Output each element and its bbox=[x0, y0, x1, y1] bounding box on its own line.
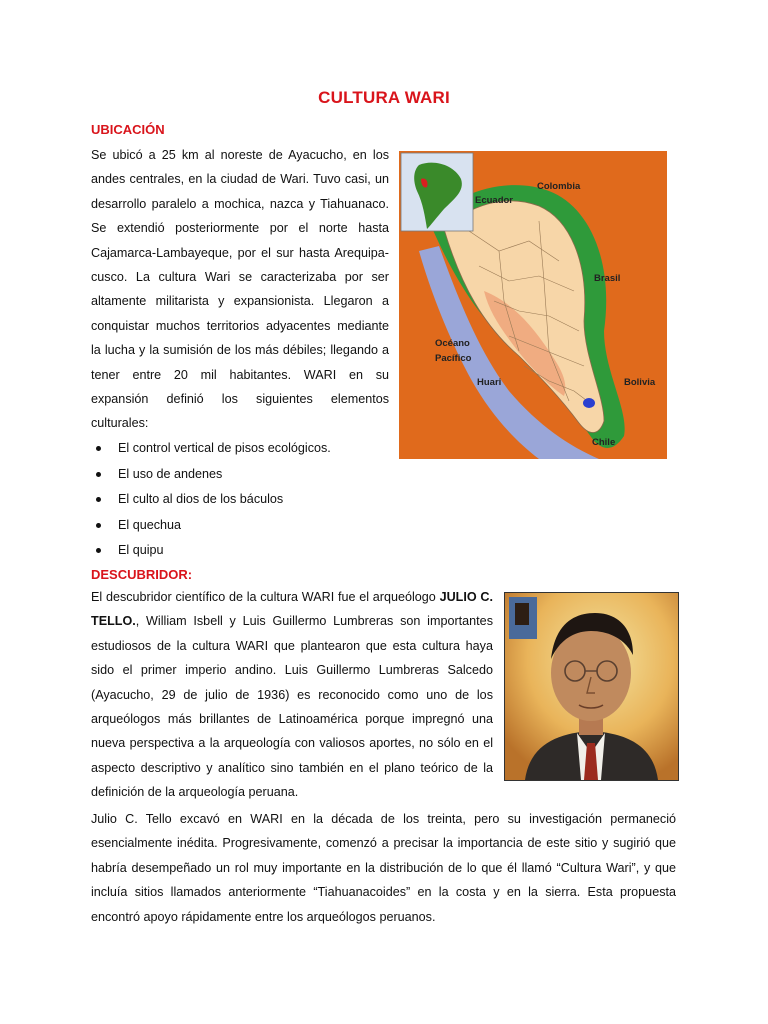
paragraph-line: encontró apoyo rápidamente entre los arqueólogos peruanos. bbox=[91, 909, 436, 924]
paragraph-line: cusco. La cultura Wari se caracterizaba por ser bbox=[91, 269, 389, 284]
paragraph-line: aspecto descriptivo y analítico sino también en el plano teórico de la bbox=[91, 760, 493, 775]
discoverer-name: TELLO. bbox=[91, 614, 136, 629]
list-item bbox=[91, 436, 331, 462]
paragraph-line: esencialmente inédita. Progresivamente, comenzó a precisar la importancia de este sitio y sugirió que bbox=[91, 836, 676, 851]
bullet-icon bbox=[96, 472, 101, 477]
paragraph-line: altamente militarista y expansionista. Llegaron a bbox=[91, 294, 389, 309]
paragraph-line: conquistar muchos territorios adyacentes mediante bbox=[91, 318, 389, 333]
section-heading-descubridor: DESCUBRIDOR: bbox=[91, 567, 193, 582]
paragraph-line: estudiosos de la cultura WARI que plantearon que esta cultura haya bbox=[91, 638, 493, 653]
paragraph-line: habría desempeñado un rol muy importante en la distribución de lo que él llamó “Cultura Wari”, y que bbox=[91, 860, 676, 875]
ubicacion-paragraph bbox=[91, 143, 389, 436]
tello-excavation-paragraph bbox=[91, 807, 676, 929]
paragraph-line: incluía sitios llamados anteriormente “Tiahuanacoides” en la costa y en la sierra. Esta propuesta bbox=[91, 885, 676, 900]
map-label-chile: Chile bbox=[592, 437, 616, 448]
page-title: CULTURA WARI bbox=[318, 88, 450, 107]
discoverer-name: JULIO C. bbox=[439, 590, 493, 604]
bullet-icon bbox=[96, 548, 101, 553]
map-label-ecuador: Ecuador bbox=[475, 195, 514, 206]
paragraph-line: definición de la arqueología peruana. bbox=[91, 785, 299, 800]
list-item bbox=[91, 487, 331, 513]
map-label-oceano: Océano bbox=[435, 338, 470, 349]
map-label-pacifico: Pacífico bbox=[435, 353, 472, 364]
map-lake-titicaca bbox=[583, 398, 595, 408]
paragraph-line: andes centrales, en la ciudad de Wari. Tuvo casi, un bbox=[91, 172, 389, 187]
paragraph-line: (Ayacucho, 29 de julio de 1936) es reconocido como uno de los bbox=[91, 687, 493, 702]
bullet-icon bbox=[96, 497, 101, 502]
paragraph-line: Cajamarca-Lambayeque, por el sur hasta Arequipa- bbox=[91, 245, 389, 260]
map-label-colombia: Colombia bbox=[537, 181, 581, 192]
paragraph-line: expansión definió los siguientes elementos bbox=[91, 391, 389, 406]
paragraph-line: Se extendió posteriormente por el norte hasta bbox=[91, 221, 389, 236]
paragraph-line: la lucha y la sumisión de los más débiles; llegando a bbox=[91, 343, 389, 358]
paragraph-line: El descubridor científico de la cultura WARI fue el arqueólogo JULIO C. bbox=[91, 590, 493, 604]
list-item-text: El culto al dios de los báculos bbox=[118, 492, 284, 506]
bullet-icon bbox=[96, 523, 101, 528]
paragraph-line: arqueólogos más brillantes de Latinoamérica porque impregnó una bbox=[91, 711, 493, 726]
paragraph-line: culturales: bbox=[91, 416, 149, 431]
paragraph-line: nueva perspectiva a la arqueología con valiosos aportes, no sólo en el bbox=[91, 736, 493, 751]
list-item bbox=[91, 513, 331, 539]
map-label-huari: Huari bbox=[477, 377, 502, 388]
list-item bbox=[91, 462, 331, 488]
list-item-text: El quipu bbox=[118, 543, 164, 557]
paragraph-line: Julio C. Tello excavó en WARI en la década de los treinta, pero su investigación permaneció bbox=[91, 812, 676, 826]
bullet-icon bbox=[96, 446, 101, 451]
paragraph-line: TELLO., William Isbell y Luis Guillermo Lumbreras son importantes bbox=[91, 614, 493, 629]
section-heading-ubicacion: UBICACIÓN bbox=[91, 122, 165, 137]
descubridor-paragraph bbox=[91, 585, 493, 805]
paragraph-line: tener entre 20 mil habitantes. WARI en su bbox=[91, 367, 389, 382]
paragraph-line: Se ubicó a 25 km al noreste de Ayacucho, en los bbox=[91, 148, 389, 162]
julio-tello-portrait bbox=[504, 592, 679, 781]
cultural-elements-list bbox=[91, 436, 331, 564]
list-item-text: El quechua bbox=[118, 517, 182, 532]
list-item bbox=[91, 538, 331, 564]
map-label-bolivia: Bolivia bbox=[624, 377, 656, 388]
paragraph-line: sido el primer imperio andino. Luis Guillermo Lumbreras Salcedo bbox=[91, 663, 493, 678]
peru-map-image bbox=[399, 151, 667, 459]
list-item-text: El uso de andenes bbox=[118, 466, 223, 481]
list-item-text: El control vertical de pisos ecológicos. bbox=[118, 441, 331, 455]
map-label-brasil: Brasil bbox=[594, 273, 621, 284]
paragraph-line: desarrollo paralelo a mochica, nazca y Tiahuanaco. bbox=[91, 196, 389, 211]
